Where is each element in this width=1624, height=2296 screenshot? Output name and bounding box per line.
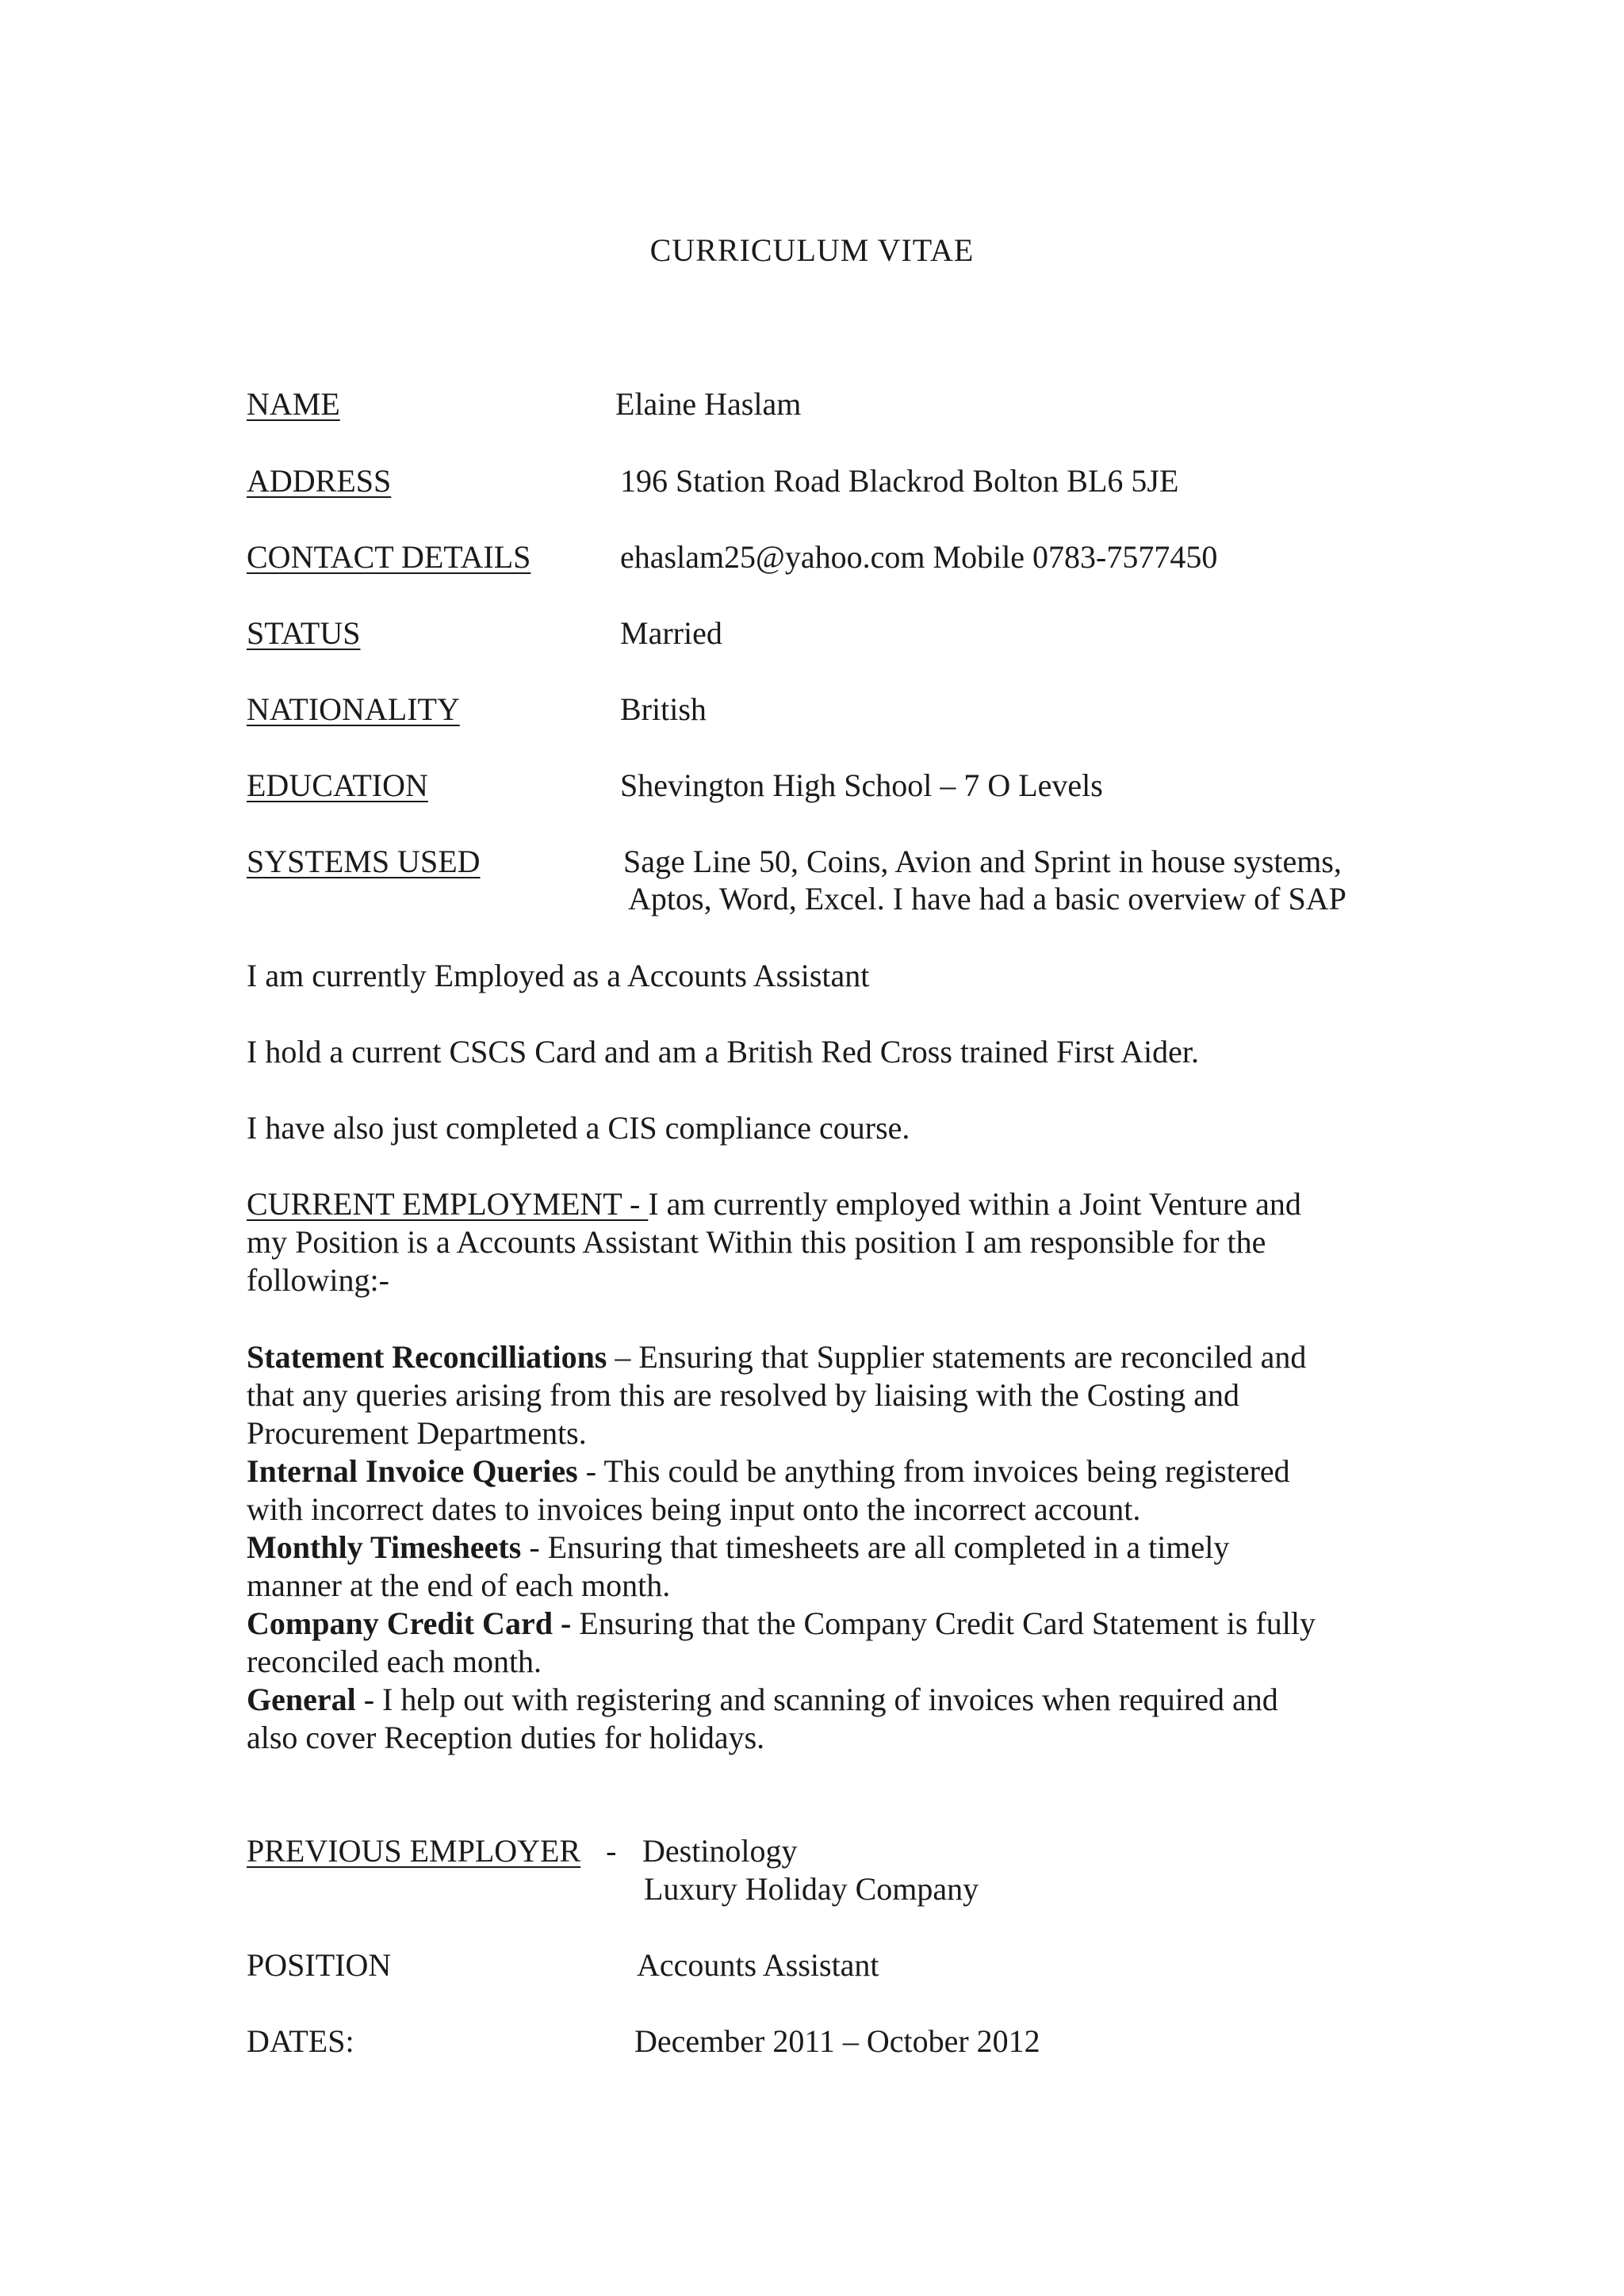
duty-title: Internal Invoice Queries — [247, 1453, 578, 1489]
duty-title: Statement Reconcilliations — [247, 1339, 607, 1375]
duty-text: Ensuring that the Company Credit Card Statement is fully — [571, 1605, 1316, 1641]
previous-employer-row — [247, 1832, 616, 1870]
duty-text-line: with incorrect dates to invoices being input onto the incorrect account. — [247, 1491, 1141, 1527]
duty-monthly-timesheets — [247, 1529, 1229, 1567]
duty-text: - I help out with registering and scanning of invoices when required and — [355, 1682, 1278, 1717]
duty-company-credit-card — [247, 1605, 1316, 1643]
duty-text: - Ensuring that timesheets are all completed in a timely — [521, 1529, 1230, 1565]
current-employment-line1 — [247, 1185, 1301, 1223]
duty-text: – Ensuring that Supplier statements are reconciled and — [607, 1339, 1307, 1375]
duty-text-line: reconciled each month. — [247, 1644, 542, 1679]
current-employment-heading: CURRENT EMPLOYMENT - — [247, 1186, 649, 1222]
cis-statement: I have also just completed a CIS compliance course. — [247, 1110, 910, 1146]
education-label: EDUCATION — [247, 767, 428, 803]
previous-employer-label: PREVIOUS EMPLOYER — [247, 1833, 581, 1869]
current-employment-line2: my Position is a Accounts Assistant Within this position I am responsible for the — [247, 1224, 1266, 1260]
duty-text: - This could be anything from invoices being registered — [577, 1453, 1290, 1489]
duty-general — [247, 1681, 1278, 1719]
employment-statement: I am currently Employed as a Accounts Assistant — [247, 958, 870, 993]
duty-text-line: Procurement Departments. — [247, 1415, 587, 1451]
status-value: Married — [620, 615, 722, 651]
address-value: 196 Station Road Blackrod Bolton BL6 5JE — [620, 463, 1179, 499]
address-label: ADDRESS — [247, 463, 392, 499]
duty-text-line: manner at the end of each month. — [247, 1567, 671, 1603]
nationality-label: NATIONALITY — [247, 691, 460, 727]
cscs-statement: I hold a current CSCS Card and am a British Red Cross trained First Aider. — [247, 1034, 1199, 1070]
duty-statement-reconciliations — [247, 1338, 1306, 1376]
current-employment-line3: following:- — [247, 1262, 389, 1298]
previous-employer-desc: Luxury Holiday Company — [644, 1871, 979, 1907]
name-label: NAME — [247, 386, 340, 422]
duty-internal-invoice-queries — [247, 1452, 1290, 1490]
position-label: POSITION — [247, 1947, 392, 1983]
education-value: Shevington High School – 7 O Levels — [620, 767, 1103, 803]
systems-value-line1: Sage Line 50, Coins, Avion and Sprint in house systems, — [623, 844, 1342, 879]
duty-text-line: that any queries arising from this are resolved by liaising with the Costing and — [247, 1377, 1239, 1413]
previous-employer-dash: - — [606, 1833, 617, 1869]
dates-label: DATES: — [247, 2023, 354, 2059]
nationality-value: British — [620, 691, 707, 727]
duty-title: Company Credit Card - — [247, 1605, 572, 1641]
current-employment-text: I am currently employed within a Joint Venture and — [648, 1186, 1301, 1222]
contact-value: ehaslam25@yahoo.com Mobile 0783-7577450 — [620, 539, 1218, 575]
contact-label: CONTACT DETAILS — [247, 539, 531, 575]
duty-title: General — [247, 1682, 356, 1717]
previous-employer-name: Destinology — [642, 1833, 798, 1869]
page-title: CURRICULUM VITAE — [649, 232, 975, 268]
duty-text-line: also cover Reception duties for holidays. — [247, 1720, 765, 1755]
position-value: Accounts Assistant — [637, 1947, 879, 1983]
dates-value: December 2011 – October 2012 — [634, 2023, 1040, 2059]
systems-label: SYSTEMS USED — [247, 844, 481, 879]
status-label: STATUS — [247, 615, 361, 651]
duty-title: Monthly Timesheets — [247, 1529, 522, 1565]
name-value: Elaine Haslam — [615, 386, 802, 422]
systems-value-line2: Aptos, Word, Excel. I have had a basic overview of SAP — [628, 881, 1346, 916]
